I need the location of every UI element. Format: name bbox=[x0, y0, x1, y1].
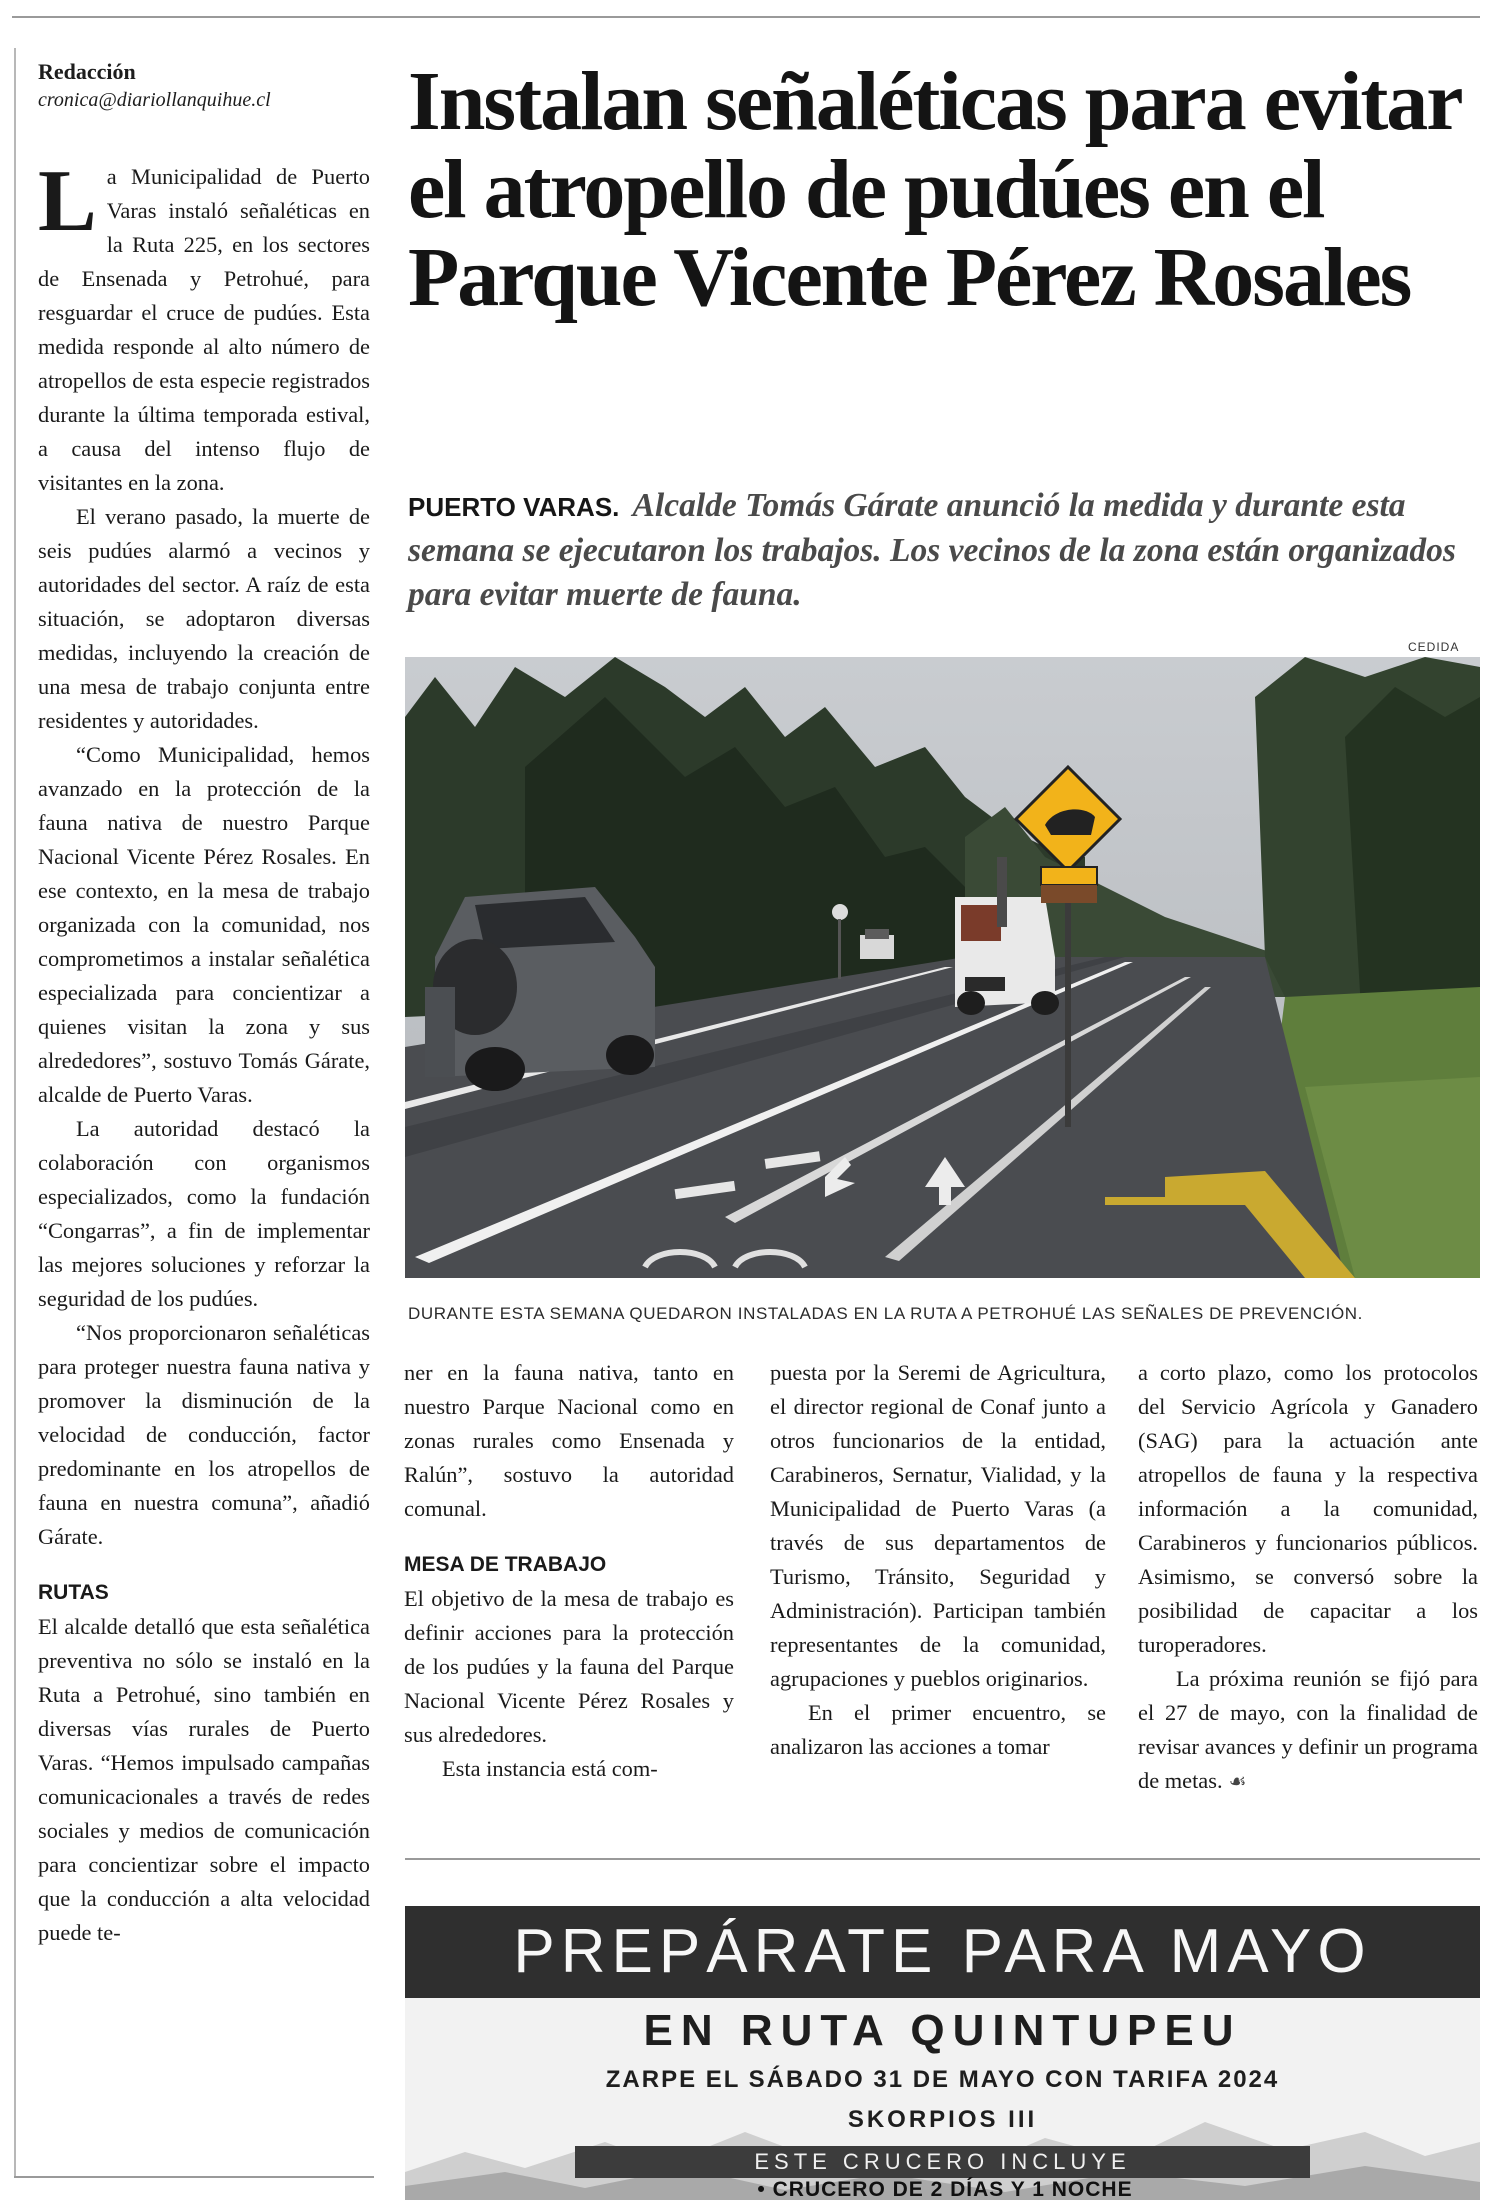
article-deck bbox=[408, 484, 1483, 617]
byline-email[interactable]: cronica@diariollanquihue.cl bbox=[38, 89, 271, 111]
article-column-2 bbox=[404, 1356, 734, 1786]
photo-caption: DURANTE ESTA SEMANA QUEDARON INSTALADAS EN LA RUTA A PETROHUÉ LAS SEÑALES DE PREVENCIÓN. bbox=[408, 1304, 1363, 1323]
ad-includes-band: ESTE CRUCERO INCLUYE bbox=[575, 2146, 1310, 2178]
paragraph: La autoridad destacó la colaboración con organismos especializados, como la fundación “Congarras”, a fin de implementar las mejores soluciones y reforzar la seguridad de los pudúes. bbox=[38, 1116, 370, 1311]
paragraph-text: La próxima reunión se fijó para el 27 de mayo, con la finalidad de revisar avances y definir un programa de metas. bbox=[1138, 1666, 1478, 1793]
top-rule bbox=[12, 16, 1480, 18]
paragraph: En el primer encuentro, se analizaron las acciones a tomar bbox=[770, 1700, 1106, 1759]
paragraph: a corto plazo, como los protocolos del Servicio Agrícola y Ganadero (SAG) para la actuación ante atropellos de fauna y la respectiva información a la comunidad, Carabineros y funcionarios públicos. Asimismo, se conversó sobre la posibilidad de capacitar a los turoperadores. bbox=[1138, 1360, 1478, 1657]
article-end-rule bbox=[405, 1858, 1480, 1860]
paragraph: Esta instancia está com- bbox=[442, 1756, 658, 1781]
paragraph bbox=[38, 153, 370, 500]
paragraph: “Nos proporcionaron señaléticas para proteger nuestra fauna nativa y promover la disminución de la velocidad de conducción, factor predominante en los atropellos de fauna en nuestra comuna”, añadió Gárate. bbox=[38, 1320, 370, 1549]
paragraph: puesta por la Seremi de Agricultura, el director regional de Conaf junto a otros funcionarios de la entidad, Carabineros, Sernatur, Vialidad, y la Municipalidad de Puerto Varas (a través de sus departamentos de Turismo, Tránsito, Seguridad y Administración). Participan también representantes de la comunidad, agrupaciones y pueblos originarios. bbox=[770, 1360, 1106, 1691]
left-column-rule bbox=[14, 48, 16, 2178]
article-column-4 bbox=[1138, 1356, 1478, 1799]
ad-bullet: • CRUCERO DE 2 DÍAS Y 1 NOCHE bbox=[757, 2178, 1133, 2200]
cruise-advertisement[interactable] bbox=[405, 1906, 1480, 2200]
paragraph: El verano pasado, la muerte de seis pudúes alarmó a vecinos y autoridades del sector. A raíz de esta situación, se adoptaron diversas medidas, incluyendo la creación de una mesa de trabajo conjunta entre residentes y autoridades. bbox=[38, 504, 370, 733]
subhead-mesa-de-trabajo: MESA DE TRABAJO bbox=[404, 1553, 607, 1576]
photo-credit: CEDIDA bbox=[1408, 640, 1460, 654]
paragraph: ner en la fauna nativa, tanto en nuestro Parque Nacional como en zonas rurales como Ensenada y Ralún”, sostuvo la autoridad comunal. bbox=[404, 1360, 734, 1521]
byline-author: Redacción bbox=[38, 59, 136, 84]
ad-subtitle: ZARPE EL SÁBADO 31 DE MAYO CON TARIFA 2024 bbox=[605, 2066, 1280, 2093]
paragraph: “Como Municipalidad, hemos avanzado en la protección de la fauna nativa de nuestro Parque Nacional Vicente Pérez Rosales. En ese contexto, en la mesa de trabajo organizada con la comunidad, nos comprometimos a instalar señalética especializada para concientizar a quienes visitan la zona y sus alrededores”, sostuvo Tomás Gárate, alcalde de Puerto Varas. bbox=[38, 742, 370, 1107]
end-mark-icon: ☙ bbox=[1228, 1771, 1247, 1793]
ad-banner: PREPÁRATE PARA MAYO bbox=[405, 1906, 1480, 1998]
paragraph: El alcalde detalló que esta señalética preventiva no sólo se instaló en la Ruta a Petrohué, sino también en diversas vías rurales de Puerto Varas. “Hemos impulsado campañas comunicacionales a través de redes sociales y medios de comunicación para concientizar sobre el impacto que la conducción a alta velocidad puede te- bbox=[38, 1614, 370, 1945]
dropcap: L bbox=[38, 153, 97, 250]
article-photo bbox=[405, 657, 1480, 1278]
ad-title: EN RUTA QUINTUPEU bbox=[643, 2006, 1242, 2055]
subhead-rutas: RUTAS bbox=[38, 1581, 109, 1604]
paragraph: El objetivo de la mesa de trabajo es definir acciones para la protección de los pudúes y la fauna del Parque Nacional Vicente Pérez Rosales y sus alrededores. bbox=[404, 1586, 734, 1747]
article-headline: Instalan señaléticas para evitar el atropello de pudúes en el Parque Vicente Pérez Rosales bbox=[408, 55, 1461, 324]
deck-text: Alcalde Tomás Gárate anunció la medida y durante esta semana se ejecutaron los trabajos. Los vecinos de la zona están organizados para evitar muerte de fauna. bbox=[408, 487, 1456, 613]
ad-ship-name: SKORPIOS III bbox=[847, 2106, 1038, 2133]
paragraph-text: a Municipalidad de Puerto Varas instaló señaléticas en la Ruta 225, en los sectores de Ensenada y Petrohué, para resguardar el cruce de pudúes. Esta medida responde al alto número de atropellos de esta especie registrados durante la última temporada estival, a causa del intenso flujo de visitantes en la zona. bbox=[38, 164, 370, 495]
byline bbox=[38, 58, 368, 114]
left-bottom-rule bbox=[14, 2176, 374, 2178]
deck-location: PUERTO VARAS. bbox=[408, 492, 620, 522]
paragraph bbox=[1138, 1662, 1478, 1799]
article-column-3 bbox=[770, 1356, 1106, 1764]
article-column-1 bbox=[38, 153, 370, 1950]
